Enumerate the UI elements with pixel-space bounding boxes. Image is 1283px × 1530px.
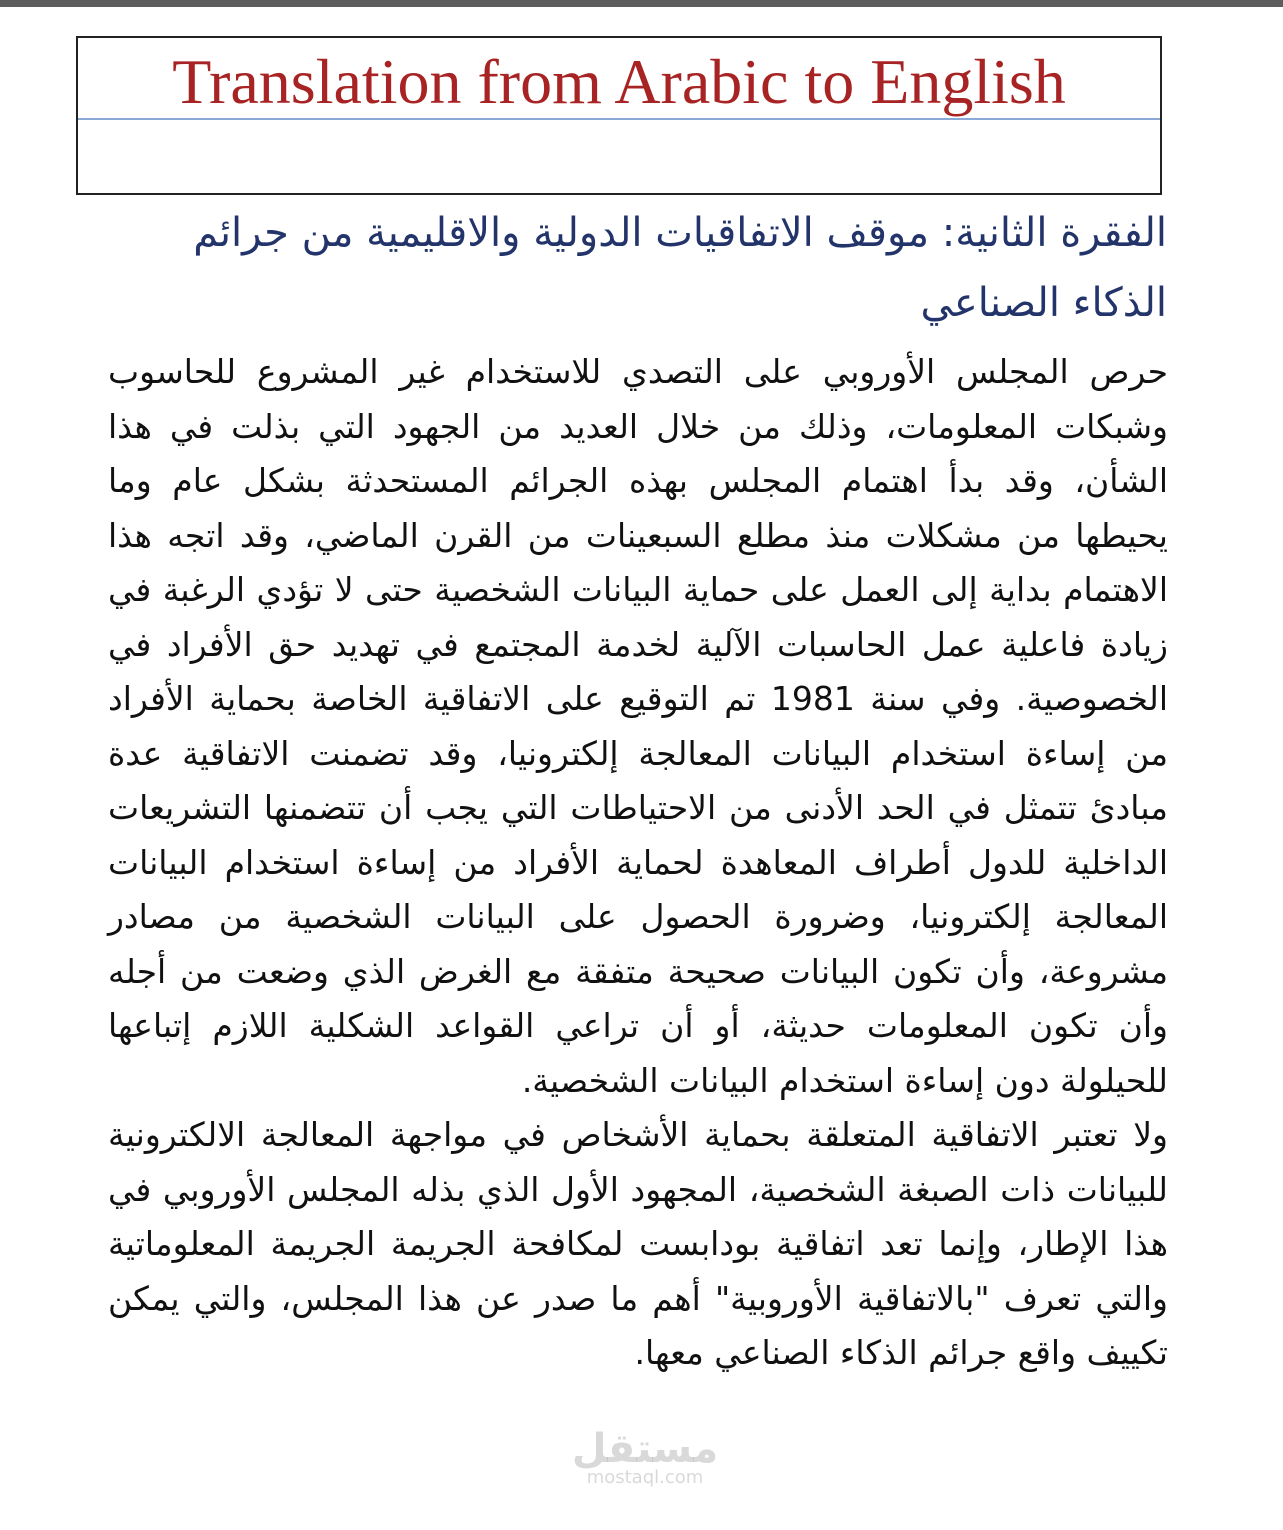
mostaql-watermark: [560, 1426, 730, 1488]
header-title: Translation from Arabic to English: [172, 46, 1066, 117]
paragraph-1: حرص المجلس الأوروبي على التصدي للاستخدام غير المشروع للحاسوب وشبكات المعلومات، وذلك من خلال العديد من الجهود التي بذلت في هذا الشأن، وقد بدأ اهتمام المجلس بهذه الجرائم المستحدثة بشكل عام وما يحيطها من مشكلات منذ مطلع السبعينات من القرن الماضي، وقد اتجه هذا الاهتمام بداية إلى العمل على حماية البيانات الشخصية حتى لا تؤدي الرغبة في زيادة فاعلية عمل الحاسبات الآلية لخدمة المجتمع في تهديد حق الأفراد في الخصوصية. وفي سنة 1981 تم التوقيع على الاتفاقية الخاصة بحماية الأفراد من إساءة استخدام البيانات المعالجة إلكترونيا، وقد تضمنت الاتفاقية عدة مبادئ تتمثل في الحد الأدنى من الاحتياطات التي يجب أن تتضمنها التشريعات الداخلية للدول أطراف المعاهدة لحماية الأفراد من إساءة استخدام البيانات المعالجة إلكترونيا، وضرورة الحصول على البيانات الشخصية من مصادر مشروعة، وأن تكون البيانات صحيحة متفقة مع الغرض الذي وضعت من أجله وأن تكون المعلومات حديثة، أو أن تراعي القواعد الشكلية اللازم إتباعها للحيلولة دون إساءة استخدام البيانات الشخصية.: [108, 352, 1168, 1100]
watermark-logo: مستقل: [571, 1426, 719, 1472]
header-divider: [78, 118, 1160, 120]
paragraph-2: ولا تعتبر الاتفاقية المتعلقة بحماية الأشخاص في مواجهة المعالجة الالكترونية للبيانات ذات الصبغة الشخصية، المجهود الأول الذي بذله المجلس الأوروبي في هذا الإطار، وإنما تعد اتفاقية بودابست لمكافحة الجريمة الجريمة المعلوماتية والتي تعرف "بالاتفاقية الأوروبية" أهم ما صدر عن هذا المجلس، والتي يمكن تكييف واقع جرائم الذكاء الصناعي معها.: [108, 1115, 1168, 1372]
watermark-site: mostaql.com: [586, 1467, 704, 1488]
section-heading: الفقرة الثانية: موقف الاتفاقيات الدولية والاقليمية من جرائم الذكاء الصناعي: [193, 210, 1167, 326]
translation-header-box: [76, 36, 1162, 195]
document-body: [108, 345, 1168, 1381]
top-border: [0, 0, 1283, 7]
